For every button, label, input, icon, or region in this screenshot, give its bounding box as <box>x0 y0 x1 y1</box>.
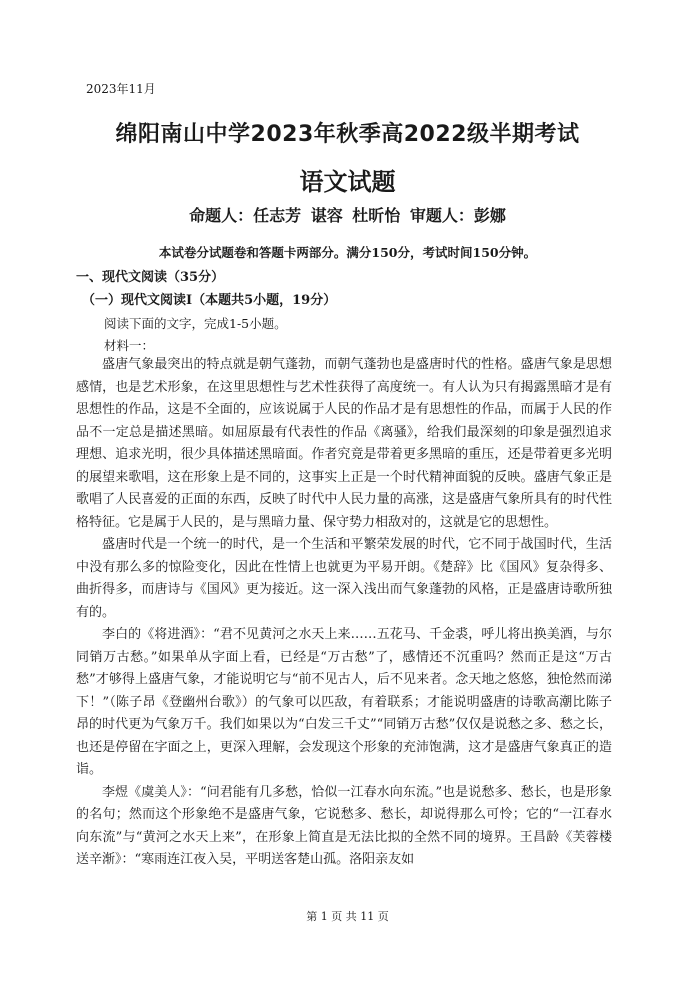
exam-date: 2023年11月 <box>86 82 156 96</box>
exam-subject: 语文试题 <box>299 168 396 196</box>
paragraph: 盛唐时代是一个统一的时代，是一个生活和平繁荣发展的时代，它不同于战国时代，生活中没有那么多的惊险变化，因此在性情上也就更为平易开朗。《楚辞》比《国风》复杂得多、曲折得多，而唐诗与《国风》更为接近。这一深入浅出而气象蓬勃的风格，正是盛唐诗歌所独有的。 <box>76 537 612 620</box>
material-label: 材料一： <box>104 338 155 353</box>
section-heading-part1-1: （一）现代文阅读Ⅰ（本题共5小题，19分） <box>82 293 337 308</box>
paragraph: 盛唐气象最突出的特点就是朝气蓬勃，而朝气蓬勃也是盛唐时代的性格。盛唐气象是思想感情，也是艺术形象，在这里思想性与艺术性获得了高度统一。有人认为只有揭露黑暗才是有思想性的作品，这是不全面的，应该说属于人民的作品才是有思想性的作品，而属于人民的作品不一定总是描述黑暗。如屈原最有代表性的作品《离骚》，给我们最深刻的印象是强烈追求理想、追求光明，很少具体描述黑暗面。作者究竟是带着更多黑暗的重压，还是带着更多光明的展望来歌唱，这在形象上是不同的，这事实上正是一个时代精神面貌的反映。盛唐气象正是歌唱了人民喜爱的正面的东西，反映了时代中人民力量的高涨，这是盛唐气象所具有的时代性格特征。它是属于人民的，是与黑暗力量、保守势力相敌对的，这就是它的思想性。 <box>76 357 612 530</box>
paragraph: 李煜《虞美人》：“问君能有几多愁，恰似一江春水向东流。”也是说愁多、愁长，也是形象的名句；然而这个形象绝不是盛唐气象，它说愁多、愁长，却说得那么可怜；它的“一江春水向东流”与“黄河之水天上来”，在形象上简直是无法比拟的全然不同的境界。王昌龄《芙蓉楼送辛渐》：“寒雨连江夜入吴，平明送客楚山孤。洛阳亲友如 <box>76 784 612 867</box>
reading-instruction: 阅读下面的文字，完成1-5小题。 <box>104 316 287 331</box>
section-heading-part1: 一、现代文阅读（35分） <box>76 270 225 285</box>
page-number: 第 1 页 共 11 页 <box>306 910 389 923</box>
exam-title: 绵阳南山中学2023年秋季高2022级半期考试 <box>115 122 580 147</box>
exam-notice: 本试卷分试题卷和答题卡两部分。满分150分，考试时间150分钟。 <box>158 245 537 260</box>
paragraph: 李白的《将进酒》：“君不见黄河之水天上来……五花马、千金裘，呼儿将出换美酒，与尔同销万古愁。”如果单从字面上看，已经是“万古愁”了，感情还不沉重吗？然而正是这“万古愁”才够得上盛唐气象，才能说明它与“前不见古人，后不见来者。念天地之悠悠，独怆然而涕下！”（陈子昂《登幽州台歌》）的气象可以匹敌，有着联系；才能说明盛唐的诗歌高潮比陈子昂的时代更为气象万千。我们如果以为“白发三千丈”“同销万古愁”仅仅是说愁之多、愁之长，也还是停留在字面之上，更深入理解，会发现这个形象的充沛饱满，这才是盛唐气象真正的造诣。 <box>76 627 612 777</box>
exam-authors: 命题人：任志芳 谌容 杜昕怡 审题人：彭娜 <box>189 206 506 225</box>
passage-body <box>76 354 612 872</box>
